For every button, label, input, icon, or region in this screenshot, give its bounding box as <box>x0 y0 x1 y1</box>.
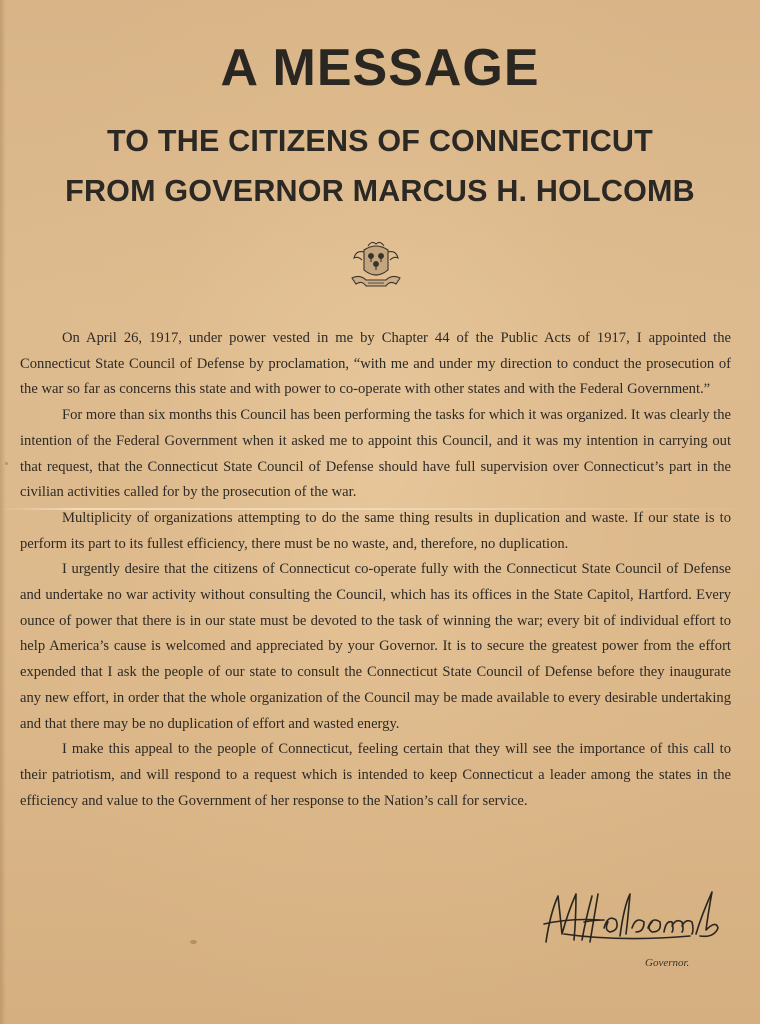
signer-title: Governor. <box>645 957 690 969</box>
governor-signature <box>540 884 730 956</box>
subheadline-sender: FROM GOVERNOR MARCUS H. HOLCOMB <box>65 174 695 208</box>
paper-speck <box>5 462 8 465</box>
headline: A MESSAGE <box>220 39 540 97</box>
message-body <box>20 326 731 814</box>
paragraph: On April 26, 1917, under power vested in me by Chapter 44 of the Public Acts of 1917, I appointed the Connecticut State Council of Defense by proclamation, “with me and under my direction to conduct the prosecution of the war so far as concerns this state and with power to co-operate with other states and with the Federal Government.” <box>20 330 731 398</box>
paragraph: Multiplicity of organizations attempting to do the same thing results in duplication and waste. If our state is to perform its part to its fullest efficiency, there must be no waste, and, therefore, no duplication. <box>20 509 731 552</box>
paragraph: For more than six months this Council has been performing the tasks for which it was organized. It was clearly the intention of the Federal Government when it asked me to appoint this Council, and it was my intention in carrying out that request, that the Connecticut State Council of Defense should have full supervision over Connecticut’s part in the civilian activities called for by the prosecution of the war. <box>20 407 731 501</box>
connecticut-state-seal-icon <box>346 240 406 296</box>
paper-speck <box>190 940 197 944</box>
subheadline-recipients: TO THE CITIZENS OF CONNECTICUT <box>107 124 653 158</box>
paragraph: I urgently desire that the citizens of Connecticut co-operate fully with the Connecticut State Council of Defense and undertake no war activity without consulting the Council, which has its offices in the State Capitol, Hartford. Every ounce of power that there is in our state must be devoted to the task of winning the war; every bit of individual effort to help America’s cause is welcomed and appreciated by your Governor. It is to secure the greatest power from the effort expended that I ask the people of our state to consult the Connecticut State Council of Defense before they inaugurate any new effort, in order that the whole organization of the Council may be made available to every desirable undertaking and that there may be no duplication of effort and wasted energy. <box>20 561 731 732</box>
paragraph: I make this appeal to the people of Connecticut, feeling certain that they will see the importance of this call to their patriotism, and will respond to a request which is intended to keep Connecticut a leader among the states in the efficiency and value to the Government of her response to the Nation’s call for service. <box>20 741 731 809</box>
